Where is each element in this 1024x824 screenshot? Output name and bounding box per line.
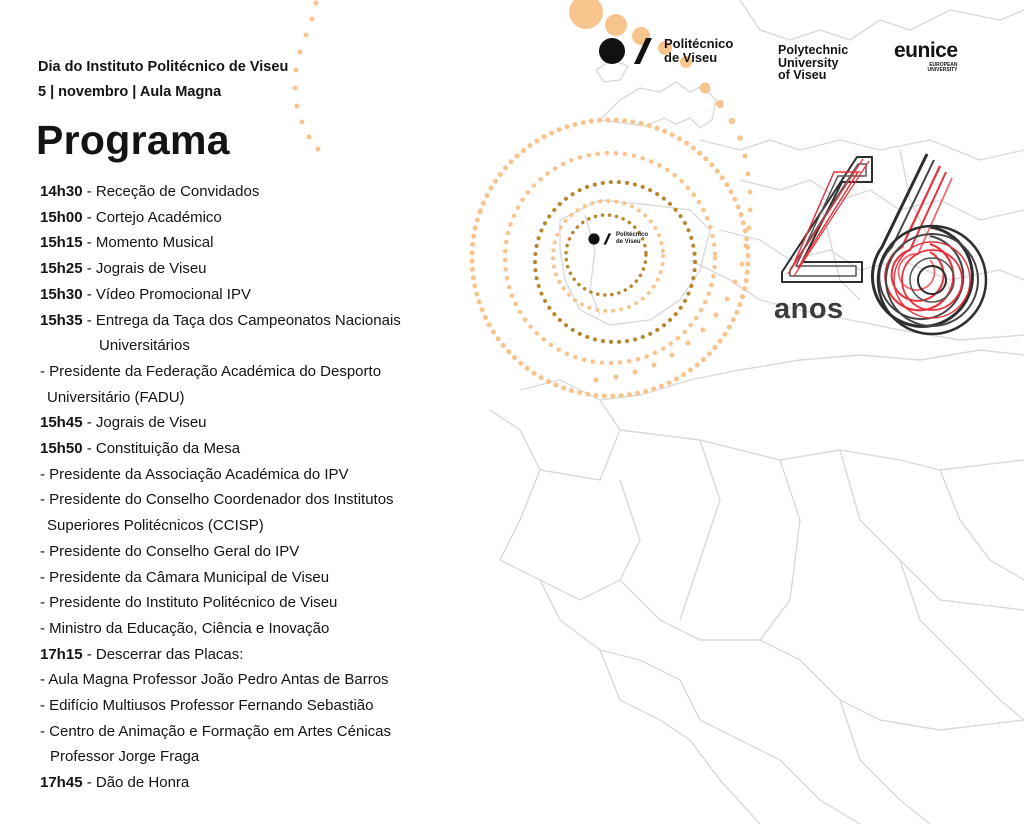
program-item-time: 15h35 (40, 311, 83, 329)
eunice-sub2: UNIVERSITY (927, 67, 958, 73)
program-item (40, 616, 460, 642)
program-item-continuation: Superiores Politécnicos (CCISP) (47, 517, 264, 535)
program-item (40, 333, 460, 359)
center-logo-line1: Politécnico (616, 232, 649, 238)
ipv-logo (598, 36, 733, 66)
dotted-ring-core (566, 215, 649, 295)
program-item (40, 693, 460, 719)
program-item (40, 205, 460, 231)
program-item (40, 308, 460, 334)
program-item-text: - Centro de Animação e Formação em Artes Cénicas (40, 722, 391, 740)
program-item (40, 282, 460, 308)
program-item-text: - Jograis de Viseu (82, 414, 207, 432)
program-item-continuation: Professor Jorge Fraga (50, 748, 200, 766)
program-item-text: - Jograis de Viseu (82, 260, 207, 278)
eunice-logo (894, 40, 958, 73)
program-item (40, 513, 460, 539)
program-item-text: - Presidente do Conselho Coordenador dos Institutos (40, 491, 394, 509)
program-item (40, 230, 460, 256)
ipv-logo-mark-icon (598, 36, 654, 66)
en-logo-line2: University (778, 55, 839, 70)
event-name: Dia do Instituto Politécnico de Viseu (38, 59, 289, 75)
digit-4-graphic (782, 157, 872, 282)
program-item (40, 410, 460, 436)
program-item-text: - Edifício Multiusos Professor Fernando Sebastião (40, 697, 374, 715)
program-item-time: 15h25 (40, 260, 83, 278)
program-item (40, 744, 460, 770)
program-item-text: - Presidente do Instituto Politécnico de Viseu (40, 594, 338, 612)
program-item-time: 15h30 (40, 285, 83, 303)
program-item-time: 15h15 (40, 234, 83, 252)
program-item-time: 15h00 (40, 208, 83, 226)
program-item-text: - Presidente do Conselho Geral do IPV (40, 542, 300, 560)
dotted-ring-mid (505, 153, 715, 363)
program-item (40, 436, 460, 462)
program-item-text: - Dão de Honra (82, 774, 190, 792)
program-item (40, 385, 460, 411)
program-item-time: 15h50 (40, 440, 83, 458)
program-item (40, 256, 460, 282)
center-ipv-logo (588, 232, 648, 246)
program-item-text: - Entrega da Taça dos Campeonatos Nacionais (82, 311, 401, 329)
program-item-time: 17h45 (40, 774, 83, 792)
program-item (40, 487, 460, 513)
event-date-location: 5 | novembro | Aula Magna (38, 84, 222, 100)
digit-6-graphic (872, 154, 986, 334)
program-item (40, 462, 460, 488)
center-logo-line2: de Viseu (616, 239, 641, 245)
program-item-time: 14h30 (40, 183, 83, 200)
program-item (40, 590, 460, 616)
map-outlines (490, 0, 1024, 824)
program-item-text: - Momento Musical (82, 234, 214, 252)
program-item (40, 667, 460, 693)
eunice-wordmark: eunice (894, 39, 958, 62)
ipv-logo-line2: de Viseu (664, 50, 718, 65)
program-item-text: - Descerrar das Placas: (82, 645, 244, 663)
program-item (40, 539, 460, 565)
page-title: Programa (36, 117, 230, 163)
program-item-continuation: Universitário (FADU) (47, 388, 185, 406)
en-logo-line3: of Viseu (778, 68, 827, 82)
dotted-ring-gold (535, 182, 695, 342)
program-item (40, 642, 460, 668)
eunice-sub1: EUROPEAN (929, 62, 958, 68)
program-item-text: - Constituição da Mesa (82, 440, 241, 458)
program-list (40, 179, 460, 796)
ipv-logo-line1: Politécnico (664, 36, 734, 51)
program-item-time: 15h45 (40, 414, 83, 432)
anniversary-label: anos (774, 293, 844, 325)
dotted-ring-outer (433, 81, 787, 435)
event-header (38, 55, 288, 105)
polytechnic-university-logo (778, 44, 848, 82)
program-item-text: - Ministro da Educação, Ciência e Inovação (40, 619, 330, 637)
center-logo-mark-icon (588, 232, 612, 246)
program-item (40, 770, 460, 796)
program-item-text: - Presidente da Associação Académica do IPV (40, 465, 349, 483)
program-item (40, 179, 460, 205)
program-item (40, 565, 460, 591)
program-item-text: - Presidente da Câmara Municipal de Viseu (40, 568, 330, 586)
program-item-text: - Receção de Convidados (82, 183, 260, 200)
program-item-time: 17h15 (40, 645, 83, 663)
en-logo-line1: Polytechnic (778, 43, 849, 57)
program-item-continuation: Universitários (99, 337, 190, 355)
program-item-text: - Aula Magna Professor João Pedro Antas de Barros (40, 671, 389, 689)
program-item (40, 719, 460, 745)
program-item (40, 359, 460, 385)
program-item-text: - Cortejo Académico (82, 208, 222, 226)
program-item-text: - Presidente da Federação Académica do Desporto (40, 362, 382, 380)
program-item-text: - Vídeo Promocional IPV (82, 285, 251, 303)
